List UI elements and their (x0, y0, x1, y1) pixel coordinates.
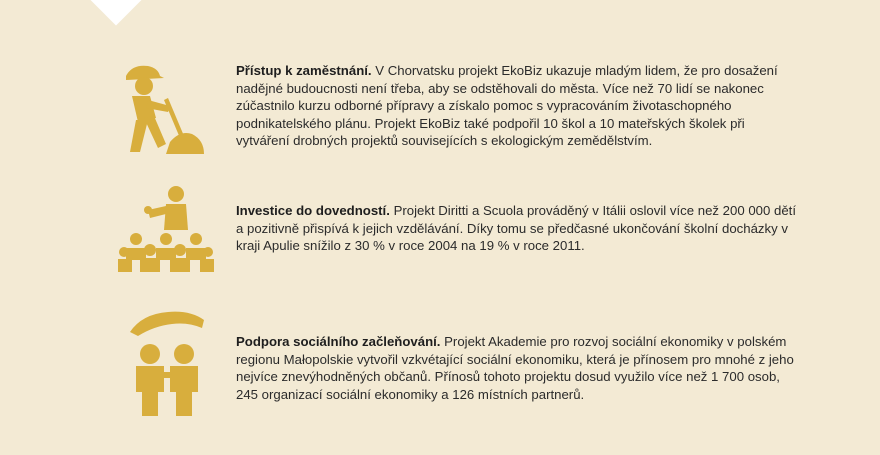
teacher-audience-icon (118, 184, 214, 274)
item-heading: Investice do dovedností. (236, 203, 390, 218)
item-text (236, 202, 796, 255)
protecting-hand-people-icon (128, 306, 206, 418)
item-heading: Podpora sociálního začleňování. (236, 334, 441, 349)
item-text (236, 62, 796, 150)
item-heading: Přístup k zaměstnání. (236, 63, 372, 78)
item-text (236, 333, 796, 403)
corner-notch (91, 0, 142, 25)
item-body: Projekt Diritti a Scuola prováděný v Itálii oslovil více než 200 000 dětí a pozitivně přispívá k jejich vzdělávání. Díky tomu se předčasné ukončování školní docházky v kraji Apulie snížilo z 30 % v roce 2004 na 19 % v roce 2011. (236, 203, 796, 254)
item-body: V Chorvatsku projekt EkoBiz ukazuje mladým lidem, že pro dosažení nadějné budoucnosti není třeba, aby se odstěhovali do města. Více než 70 lidí se nakonec zúčastnilo kurzu odborné přípravy a získalo pomoc s vypracováním životaschopného podnikatelského plánu. Projekt EkoBiz také podpořil 10 škol a 10 mateřských školek při vytváření drobných projektů souvisejících s ekologickým zemědělstvím. (236, 63, 778, 149)
worker-digging-icon (118, 62, 210, 160)
item-body: Projekt Akademie pro rozvoj sociální ekonomiky v polském regionu Małopolskie vytvořil vzkvétající sociální ekonomiku, která je přínosem pro mnohé z jeho nejvíce znevýhodněných občanů. Přínosů tohoto projektu dosud využilo více než 1 700 osob, 245 organizací sociální ekonomiky a 126 místních partnerů. (236, 334, 794, 402)
